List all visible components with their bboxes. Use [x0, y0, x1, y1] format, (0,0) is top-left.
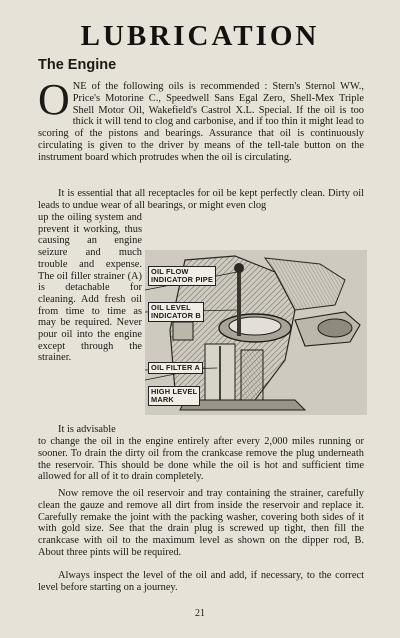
oil-filter-label: [148, 362, 203, 374]
oil-flow-label: [148, 266, 216, 286]
drop-cap: O: [38, 75, 70, 124]
page-number: 21: [195, 608, 205, 619]
high-level-label-line2: MARK: [151, 395, 174, 404]
oil-filter-label-line1: OIL FILTER A: [151, 363, 201, 372]
paragraph-3-start: It is advisable: [58, 424, 116, 435]
section-heading: The Engine: [38, 57, 117, 73]
high-level-label-line1: HIGH LEVEL: [151, 387, 198, 396]
oil-level-label: [148, 302, 204, 322]
page-title: LUBRICATION: [80, 20, 320, 52]
oil-flow-label-line1: OIL FLOW: [151, 267, 189, 276]
paragraph-4: Now remove the oil reservoir and tray containing the strainer, carefully clean the gauze and remove all dirt from inside the reservoir and replace it. Carefully remake the joint with the packing washer, covering both sides of it with gold size. See that the drain plug is screwed up tight, then fill the crankcase with oil to the maximum level as shown on the dipper rod, B. About three pints will be required.: [38, 488, 364, 558]
paragraph-2-column: up the oiling system and prevent it working, thus causing an engine seizure and much trouble and expense. The oil filler strainer (A) is detachable for cleaning. Add fresh oil from time to time as may be required. Never pour oil into the engine except through the strainer.: [38, 212, 142, 364]
oil-level-label-line1: OIL LEVEL: [151, 303, 191, 312]
high-level-label: [148, 386, 200, 406]
engine-lubrication-illustration: [145, 250, 367, 415]
paragraph-2-intro: It is essential that all receptacles for oil be kept perfectly clean. Dirty oil leads to undue wear of all bearings, or might even clog: [38, 188, 364, 211]
paragraph-1: [38, 75, 364, 164]
paragraph-3: to change the oil in the engine entirely after every 2,000 miles running or sooner. To drain the dirty oil from the crankcase remove the plug underneath the reservoir. This should be done while the oil is hot and sufficient time allowed for all of it to drain completely.: [38, 436, 364, 483]
paragraph-1-text: NE of the following oils is recommended : Stern's Sternol WW., Price's Motorine C., Speedwell Sans Egal Zero, Shell-Mex Triple Shell Motor Oil, Wakefield's Castrol X.L. Special. If the oil is too thick it will tend to clog and carbonise, and if too thin it might lead to scoring of the pistons and bearings. Assurance that oil is continuously circulating is given to the driver by means of the tell-tale button on the instrument board which protrudes when the oil is circulating.: [38, 81, 364, 163]
paragraph-5: Always inspect the level of the oil and add, if necessary, to the correct level before starting on a journey.: [38, 570, 364, 593]
oil-level-label-line2: INDICATOR B: [151, 311, 201, 320]
oil-flow-label-line2: INDICATOR PIPE: [151, 275, 214, 284]
